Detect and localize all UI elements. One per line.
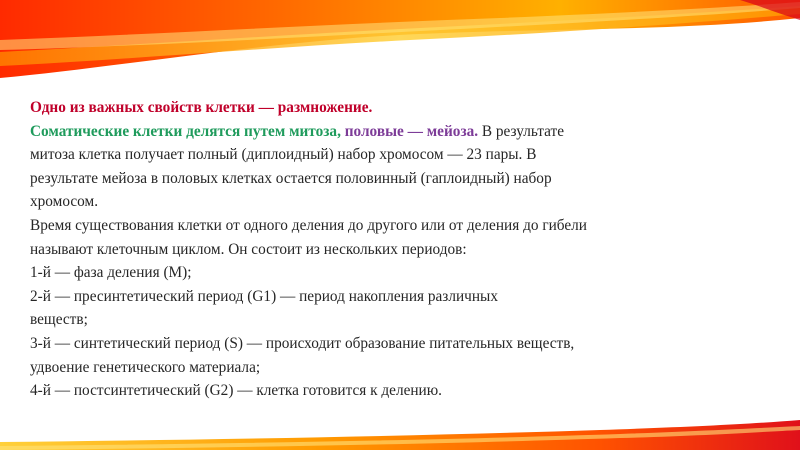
paragraph-first-line	[30, 120, 770, 144]
text-line: митоза клетка получает полный (диплоидный) набор хромосом — 23 пары. В	[30, 146, 537, 164]
meiosis-emphasis: половые — мейоза.	[344, 122, 479, 140]
text-line: называют клеточным циклом. Он состоит из нескольких периодов:	[30, 240, 467, 258]
text-line: Время существования клетки от одного деления до другого или от деления до гибели	[30, 216, 587, 234]
bottom-decorative-band	[0, 420, 800, 450]
mitosis-emphasis: Соматические клетки делятся путем митоза	[30, 122, 338, 140]
list-item-phase-3: 3-й — синтетический период (S) — происходит образование питательных веществ,	[30, 334, 575, 352]
list-item-phase-2-cont: веществ;	[30, 311, 88, 329]
text-line: результате мейоза в половых клетках остается половинный (гаплоидный) набор	[30, 169, 552, 187]
paragraph-first-line-rest: В результате	[478, 122, 565, 140]
slide-heading: Одно из важных свойств клетки — размножение.	[30, 99, 373, 116]
list-item-phase-3-cont: удвоение генетического материала;	[30, 358, 261, 376]
list-item-phase-2: 2-й — пресинтетический период (G1) — период накопления различных	[30, 287, 498, 305]
list-item-phase-4: 4-й — постсинтетический (G2) — клетка готовится к делению.	[30, 382, 442, 400]
text-line: хромосом.	[30, 193, 99, 211]
comma-separator: ,	[337, 122, 345, 140]
slide-body	[30, 96, 770, 403]
top-decorative-band	[0, 0, 800, 80]
list-item-phase-1: 1-й — фаза деления (М);	[30, 264, 192, 282]
